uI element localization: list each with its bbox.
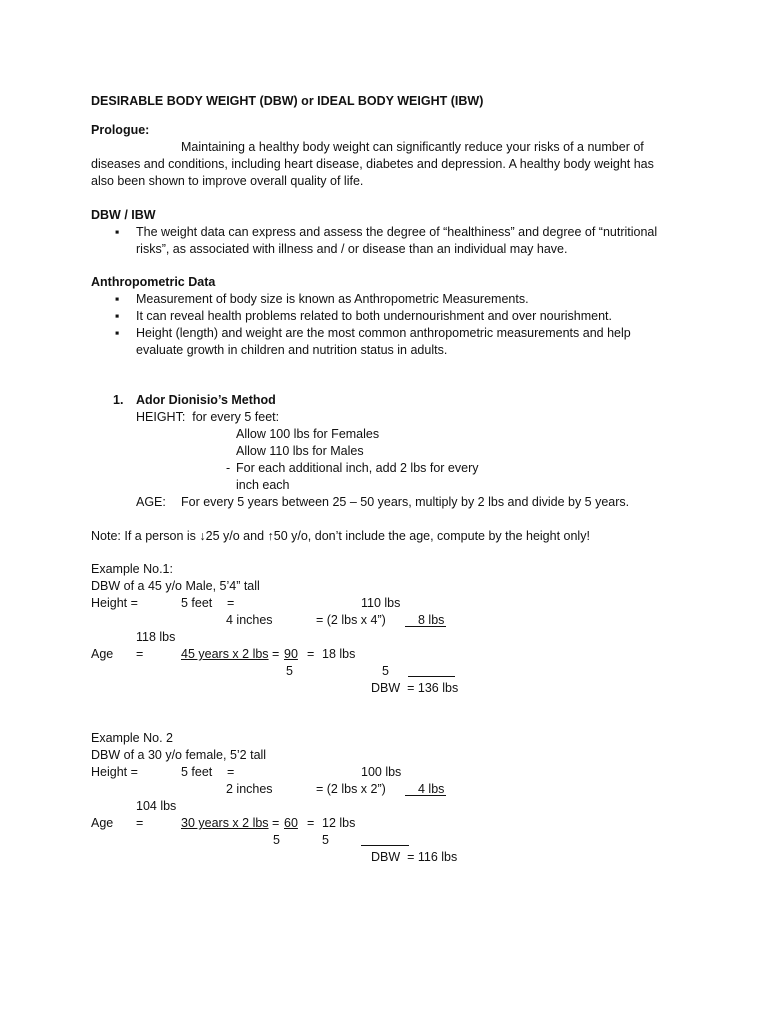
example1-subject: DBW of a 45 y/o Male, 5’4” tall: [91, 579, 260, 593]
example1-age-calc: 45 years x 2 lbs: [181, 647, 269, 661]
example2-height-label: Height =: [91, 765, 138, 779]
example1-inch-calc: = (2 lbs x 4”): [316, 613, 386, 627]
example1-feet-lbs: 110 lbs: [361, 596, 401, 610]
example1-age-denominator: 5: [382, 664, 389, 678]
bullet-icon: ▪: [115, 225, 120, 239]
example1-subtotal: 118 lbs: [136, 630, 176, 644]
page-title: DESIRABLE BODY WEIGHT (DBW) or IDEAL BODY WEIGHT (IBW): [91, 94, 484, 108]
example2-age-equals: =: [272, 816, 280, 830]
example1-age-lbs: 18 lbs: [322, 647, 356, 661]
anthro-bullet: It can reveal health problems related to both undernourishment and over nourishment.: [136, 309, 612, 323]
method-inch-rule: For each additional inch, add 2 lbs for every: [236, 461, 479, 475]
example2-total: DBW = 116 lbs: [371, 850, 458, 864]
example1-age-numerator: 90: [284, 647, 298, 661]
anthro-bullet-cont: evaluate growth in children and nutrition status in adults.: [136, 343, 448, 357]
example1-equals: =: [227, 596, 235, 610]
example2-age-calc: 30 years x 2 lbs: [181, 816, 269, 830]
example1-total-line: [408, 676, 455, 677]
example1-inches: 4 inches: [226, 613, 273, 627]
note-text: Note: If a person is ↓25 y/o and ↑50 y/o, don’t include the age, compute by the height only!: [91, 529, 590, 543]
bullet-icon: ▪: [115, 309, 120, 323]
example2-subject: DBW of a 30 y/o female, 5’2 tall: [91, 748, 267, 762]
example2-feet-lbs: 100 lbs: [361, 765, 402, 779]
prologue-heading: Prologue:: [91, 123, 150, 137]
prologue-line: diseases and conditions, including heart disease, diabetes and depression. A healthy body weight has: [91, 157, 654, 171]
method-height-line: HEIGHT: for every 5 feet:: [136, 410, 280, 424]
dbw-bullet-line: The weight data can express and assess the degree of “healthiness” and degree of “nutritional: [136, 225, 658, 239]
example2-age-equals: =: [307, 816, 315, 830]
example2-age-equals: =: [136, 816, 144, 830]
example2-inch-calc: = (2 lbs x 2”): [316, 782, 386, 796]
example2-age-denominator: 5: [273, 833, 280, 847]
example2-subtotal: 104 lbs: [136, 799, 177, 813]
example1-sum-line: [405, 626, 446, 627]
example1-feet: 5 feet: [181, 596, 213, 610]
method-female: Allow 100 lbs for Females: [236, 427, 380, 441]
example2-total-line: [361, 845, 409, 846]
example2-age-denominator: 5: [322, 833, 329, 847]
example1-age-equals: =: [136, 647, 144, 661]
prologue-line: also been shown to improve overall quality of life.: [91, 174, 364, 188]
method-number: 1.: [113, 393, 124, 407]
anthro-bullet: Measurement of body size is known as Anthropometric Measurements.: [136, 292, 529, 306]
method-inch-rule-cont: inch each: [236, 478, 290, 492]
method-dash: -: [226, 461, 231, 475]
method-name: Ador Dionisio’s Method: [136, 393, 276, 407]
method-male: Allow 110 lbs for Males: [236, 444, 364, 458]
dbw-bullet-line: risks”, as associated with illness and / or disease than an individual may have.: [136, 242, 568, 256]
example1-age-equals: =: [272, 647, 280, 661]
example2-heading: Example No. 2: [91, 731, 173, 745]
example1-height-label: Height =: [91, 596, 138, 610]
example1-age-label: Age: [91, 647, 114, 661]
method-age-label: AGE:: [136, 495, 166, 509]
prologue-line: Maintaining a healthy body weight can significantly reduce your risks of a number of: [181, 140, 644, 154]
example2-age-numerator: 60: [284, 816, 298, 830]
example2-age-label: Age: [91, 816, 114, 830]
example1-age-equals: =: [307, 647, 315, 661]
anthro-heading: Anthropometric Data: [91, 275, 216, 289]
example1-heading: Example No.1:: [91, 562, 173, 576]
example1-inch-lbs: 8 lbs: [418, 613, 445, 627]
dbw-ibw-heading: DBW / IBW: [91, 208, 156, 222]
bullet-icon: ▪: [115, 326, 120, 340]
example2-age-lbs: 12 lbs: [322, 816, 356, 830]
example2-equals: =: [227, 765, 235, 779]
example2-inch-lbs: 4 lbs: [418, 782, 445, 796]
bullet-icon: ▪: [115, 292, 120, 306]
method-age-text: For every 5 years between 25 – 50 years, multiply by 2 lbs and divide by 5 years.: [181, 495, 630, 509]
example1-age-denominator: 5: [286, 664, 293, 678]
example2-inches: 2 inches: [226, 782, 273, 796]
anthro-bullet: Height (length) and weight are the most common anthropometric measurements and help: [136, 326, 631, 340]
example2-sum-line: [405, 795, 446, 796]
example2-feet: 5 feet: [181, 765, 213, 779]
example1-total: DBW = 136 lbs: [371, 681, 459, 695]
